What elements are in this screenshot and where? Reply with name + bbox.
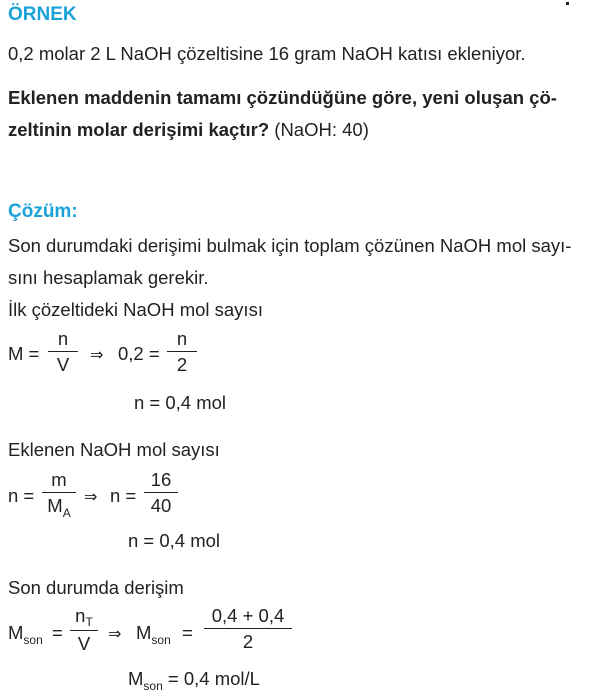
given-text: 0,2 molar 2 L NaOH çözeltisine 16 gram NaOH katısı ekleniyor. xyxy=(8,43,526,64)
step3-label: Son durumda derişim xyxy=(8,577,184,598)
question-line-1: Eklenen maddenin tamamı çözündüğüne göre, yeni oluşan çö- xyxy=(8,87,557,108)
step3-lhs xyxy=(8,622,43,647)
step2-f1-numerator: m xyxy=(51,469,67,490)
solution-intro-line-2: sını hesaplamak gerekir. xyxy=(8,267,209,288)
step2-label: Eklenen NaOH mol sayısı xyxy=(8,439,220,460)
solution-intro-line-1: Son durumdaki derişimi bulmak için toplam çözünen NaOH mol sayı- xyxy=(8,235,572,256)
molarity-subscript: son xyxy=(151,633,171,647)
step3-fraction-sum-over-2 xyxy=(204,605,292,653)
step2-lhs: n = xyxy=(8,485,35,506)
step3-f1-numerator xyxy=(70,605,98,629)
fraction-bar xyxy=(70,630,98,631)
step2-mid: n = xyxy=(110,485,137,506)
fraction-bar xyxy=(204,628,292,629)
step1-fraction-n-over-2 xyxy=(167,328,197,376)
step1-lhs: M = xyxy=(8,343,40,364)
solution-heading: Çözüm: xyxy=(8,201,78,222)
step2-f2-denominator: 40 xyxy=(150,495,172,516)
step1-f2-denominator: 2 xyxy=(176,354,188,375)
step3-result xyxy=(128,668,260,693)
step2-fraction-16-over-40 xyxy=(144,469,178,517)
molarity-subscript: son xyxy=(23,633,43,647)
step1-result: n = 0,4 mol xyxy=(134,392,227,413)
question-note: (NaOH: 40) xyxy=(274,119,369,140)
step1-f2-numerator: n xyxy=(176,328,188,349)
step2-result: n = 0,4 mol xyxy=(128,530,221,551)
step1-mid: 0,2 = xyxy=(118,343,160,364)
fraction-bar xyxy=(144,492,178,493)
implies-arrow-icon: ⇒ xyxy=(84,489,98,506)
step2-f1-denominator xyxy=(42,495,76,519)
molarity-symbol: M xyxy=(8,622,24,643)
step3-f1-denominator: V xyxy=(77,633,91,654)
final-result-value: = 0,4 mol/L xyxy=(167,668,260,689)
step3-fraction-nt-over-v xyxy=(70,605,98,655)
molar-mass-symbol: M xyxy=(47,495,63,516)
step3-mid-equals: = xyxy=(182,622,193,643)
step2-f2-numerator: 16 xyxy=(150,469,172,490)
molarity-symbol: M xyxy=(128,668,144,689)
implies-arrow-icon: ⇒ xyxy=(90,347,104,364)
page-mark xyxy=(566,2,569,5)
step1-fraction-n-over-v xyxy=(48,328,78,376)
molarity-subscript: son xyxy=(143,679,163,693)
question-line-2 xyxy=(8,112,369,148)
fraction-bar xyxy=(42,492,76,493)
step3-f2-denominator: 2 xyxy=(242,631,254,652)
molar-mass-subscript: A xyxy=(62,506,71,520)
implies-arrow-icon: ⇒ xyxy=(108,626,122,643)
example-heading: ÖRNEK xyxy=(8,4,77,25)
total-mol-symbol: n xyxy=(75,605,86,626)
step2-fraction-m-over-ma xyxy=(42,469,76,519)
fraction-bar xyxy=(48,351,78,352)
step3-mid xyxy=(136,622,171,647)
fraction-bar xyxy=(167,351,197,352)
molarity-symbol: M xyxy=(136,622,152,643)
step3-f2-numerator: 0,4 + 0,4 xyxy=(211,605,285,626)
step1-label: İlk çözeltideki NaOH mol sayısı xyxy=(8,299,263,320)
step3-equals: = xyxy=(52,622,63,643)
step1-f1-numerator: n xyxy=(57,328,69,349)
question-text: zeltinin molar derişimi kaçtır? xyxy=(8,119,270,140)
total-mol-subscript: T xyxy=(85,615,93,629)
step1-f1-denominator: V xyxy=(56,354,70,375)
